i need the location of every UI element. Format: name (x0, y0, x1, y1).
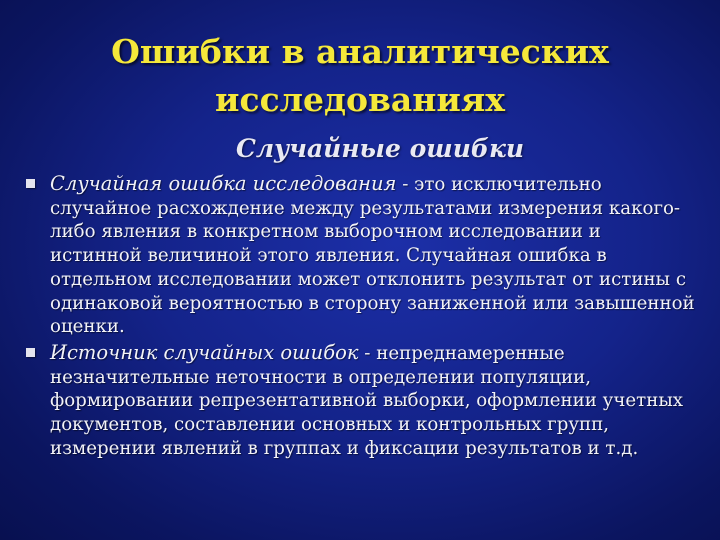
slide-title (70, 28, 650, 124)
slide-title-line-2: исследованиях (215, 80, 505, 119)
bullet-term: Случайная ошибка исследования (50, 172, 397, 195)
bullet-term: Источник случайных ошибок (50, 340, 359, 364)
bullet-item-random-error (26, 172, 696, 339)
square-bullet-icon (26, 348, 35, 357)
bullet-text: - это исключительно случайное расхождение между результатами измерения какого-либо явления в конкретном выборочном исследовании и истинной величиной этого явления. Случайная ошибка в отдельном исследовании может отклонить результат от истины с одинаковой вероятностью в сторону заниженной или завышенной оценки. (50, 174, 695, 338)
bullet-list (26, 172, 696, 462)
bullet-item-error-source (26, 341, 696, 461)
slide-title-line-1: Ошибки в аналитических (111, 32, 609, 71)
slide-subtitle: Случайные ошибки (235, 134, 525, 163)
bullet-text: - непреднамеренные незначительные неточности в определении популяции, формировании репрезентативной выборки, оформлении учетных документов, составлении основных и контрольных групп, измерении явлений в группах и фиксации результатов и т.д. (50, 342, 684, 459)
square-bullet-icon (26, 179, 35, 188)
